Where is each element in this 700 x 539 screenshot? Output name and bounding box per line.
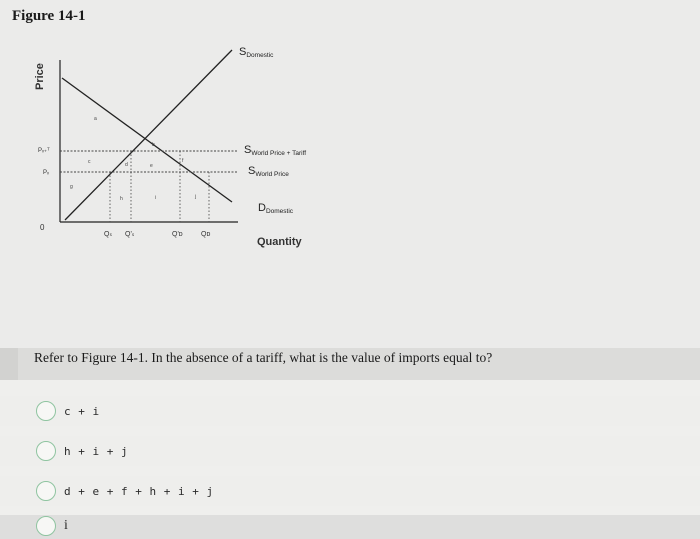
bottom-strip <box>0 515 700 539</box>
area-label-f: f <box>182 158 184 164</box>
answer-choice-3[interactable] <box>36 478 214 504</box>
area-label-c: c <box>88 159 91 165</box>
radio-button[interactable] <box>36 441 56 461</box>
question-bar-edge <box>0 348 18 380</box>
question-text: Refer to Figure 14-1. In the absence of a tariff, what is the value of imports equal to? <box>34 350 493 365</box>
area-label-e: e <box>150 163 153 169</box>
answer-choice-label: i <box>64 518 69 533</box>
answer-choice-4[interactable] <box>36 513 68 539</box>
d-domestic-label: DDomestic <box>258 202 294 215</box>
s-world-label: SWorld Price <box>248 165 289 178</box>
s-domestic-label: SDomestic <box>239 46 274 59</box>
area-label-h: h <box>120 196 123 202</box>
choice-row-bg <box>0 396 700 426</box>
answer-choice-1[interactable] <box>36 398 100 424</box>
radio-button[interactable] <box>36 481 56 501</box>
answer-choice-label: d + e + f + h + i + j <box>64 484 214 498</box>
quantity-label-q-prime-d: Q'ᴅ <box>172 231 183 238</box>
price-world-label: Pᵥ <box>43 170 49 176</box>
y-axis-label: Price <box>34 63 46 90</box>
answer-choice-2[interactable] <box>36 438 128 464</box>
area-label-b: b <box>152 142 155 148</box>
quantity-label-q-prime-s: Q'ₛ <box>125 231 135 238</box>
area-label-j: j <box>195 194 197 200</box>
quantity-label-qd: Qᴅ <box>201 231 211 238</box>
price-world-tariff-label: Pᵥ₊ᵀ <box>38 148 50 154</box>
area-label-g: g <box>70 184 73 190</box>
domestic-supply-curve <box>65 50 232 220</box>
quantity-label-qs: Qₛ <box>104 231 113 238</box>
radio-button[interactable] <box>36 401 56 421</box>
area-label-a: a <box>94 116 97 122</box>
radio-button[interactable] <box>36 516 56 536</box>
origin-label: 0 <box>40 223 45 232</box>
area-label-i: i <box>155 195 157 201</box>
answer-choice-label: c + i <box>64 404 100 418</box>
area-label-d: d <box>125 162 128 168</box>
s-world-tariff-label: SWorld Price + Tariff <box>244 144 307 157</box>
x-axis-label: Quantity <box>257 236 302 248</box>
answer-choice-label: h + i + j <box>64 444 129 458</box>
figure-title: Figure 14-1 <box>12 8 86 24</box>
domestic-demand-curve <box>62 78 232 202</box>
